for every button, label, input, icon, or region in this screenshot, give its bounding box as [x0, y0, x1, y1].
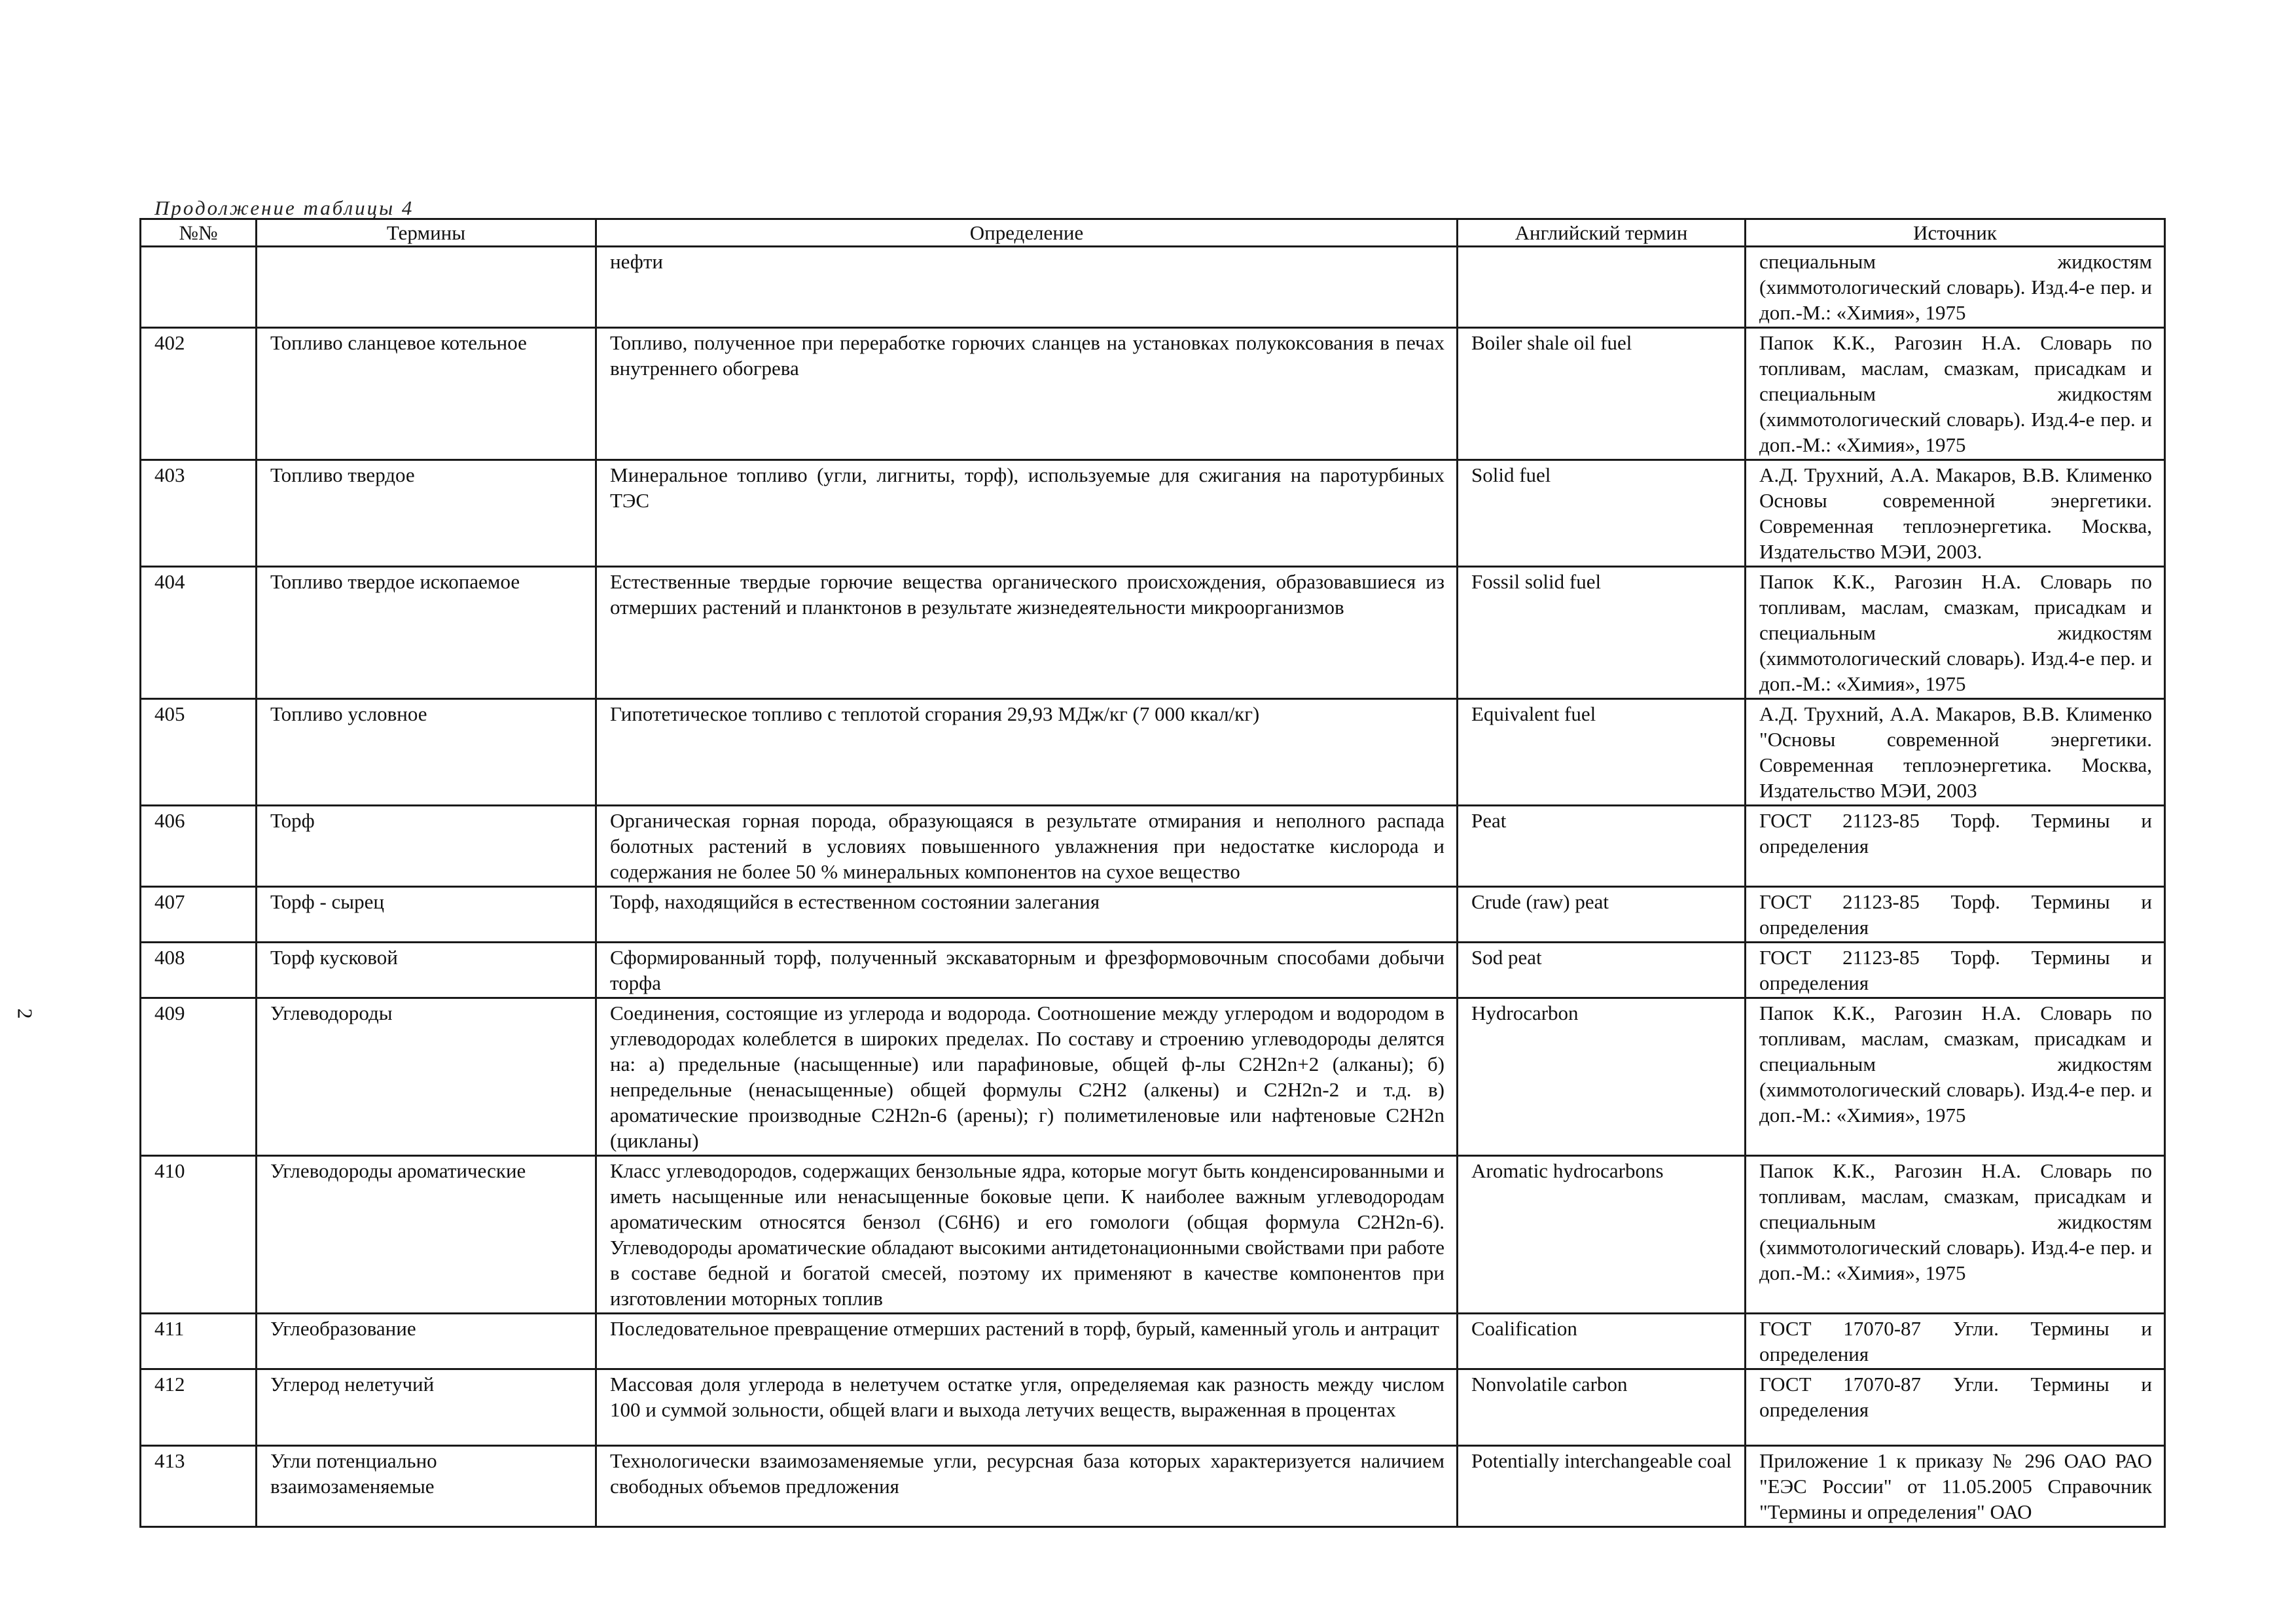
row-term: Топливо твердое ископаемое [257, 567, 596, 699]
row-definition: Органическая горная порода, образующаяся в результате отмирания и неполного распада болотных растений в условиях повышенного увлажнения при недостатке кислорода и содержания не более 50 % минеральных компонентов на сухое вещество [596, 806, 1458, 887]
row-definition: Гипотетическое топливо с теплотой сгорания 29,93 МДж/кг (7 000 ккал/кг) [596, 699, 1458, 806]
row-english-term: Equivalent fuel [1458, 699, 1746, 806]
row-source: Папок К.К., Рагозин Н.А. Словарь по топливам, маслам, смазкам, присадкам и специальным жидкостям (химмотологический словарь). Изд.4-е пер. и доп.-М.: «Химия», 1975 [1746, 328, 2165, 460]
row-number: 403 [141, 460, 257, 567]
row-definition: Массовая доля углерода в нелетучем остатке угля, определяемая как разность между числом 100 и суммой зольности, общей влаги и выхода летучих веществ, выраженная в процентах [596, 1369, 1458, 1446]
table-row [141, 887, 2165, 943]
row-english-term: Crude (raw) peat [1458, 887, 1746, 943]
row-source: ГОСТ 21123-85 Торф. Термины и определения [1746, 806, 2165, 887]
row-term: Углеводороды [257, 998, 596, 1156]
row-english-term: Hydrocarbon [1458, 998, 1746, 1156]
row-number: 404 [141, 567, 257, 699]
table-row [141, 247, 2165, 328]
row-number: 411 [141, 1314, 257, 1369]
row-number: 412 [141, 1369, 257, 1446]
row-definition: Торф, находящийся в естественном состоянии залегания [596, 887, 1458, 943]
table-row [141, 1369, 2165, 1446]
row-source: Папок К.К., Рагозин Н.А. Словарь по топливам, маслам, смазкам, присадкам и специальным жидкостям (химмотологический словарь). Изд.4-е пер. и доп.-М.: «Химия», 1975 [1746, 1156, 2165, 1314]
row-definition: Последовательное превращение отмерших растений в торф, бурый, каменный уголь и антрацит [596, 1314, 1458, 1369]
header-number: №№ [141, 219, 257, 247]
row-definition: Минеральное топливо (угли, лигниты, торф), используемые для сжигания на паротурбиных ТЭС [596, 460, 1458, 567]
row-definition: Соединения, состоящие из углерода и водорода. Соотношение между углеродом и водородом в углеводородах колеблется в широких пределах. По составу и строению углеводороды делятся на: а) предельные (насыщенные) или парафиновые, общей ф-лы C2H2n+2 (алканы); б) непредельные (ненасыщенные) общей формулы C2H2 (алкены) и C2H2n-2 и т.д. в) ароматические производные C2H2n-6 (арены); г) полиметиленовые или нафтеновые C2H2n (цикланы) [596, 998, 1458, 1156]
row-term: Углеводороды ароматические [257, 1156, 596, 1314]
row-source: ГОСТ 17070-87 Угли. Термины и определения [1746, 1369, 2165, 1446]
header-terms: Термины [257, 219, 596, 247]
row-english-term: Solid fuel [1458, 460, 1746, 567]
table-row [141, 998, 2165, 1156]
row-term: Угли потенциально взаимозаменяемые [257, 1446, 596, 1527]
row-number: 410 [141, 1156, 257, 1314]
header-source: Источник [1746, 219, 2165, 247]
table-row [141, 328, 2165, 460]
row-source: Приложение 1 к приказу № 296 ОАО РАО "ЕЭС России" от 11.05.2005 Справочник "Термины и определения" ОАО [1746, 1446, 2165, 1527]
page-number: 2 [13, 1008, 37, 1019]
row-number: 406 [141, 806, 257, 887]
row-term: Углерод нелетучий [257, 1369, 596, 1446]
row-english-term: Sod peat [1458, 943, 1746, 998]
header-english-term: Английский термин [1458, 219, 1746, 247]
row-number: 409 [141, 998, 257, 1156]
row-definition: нефти [596, 247, 1458, 328]
row-source: Папок К.К., Рагозин Н.А. Словарь по топливам, маслам, смазкам, присадкам и специальным жидкостям (химмотологический словарь). Изд.4-е пер. и доп.-М.: «Химия», 1975 [1746, 567, 2165, 699]
row-number: 408 [141, 943, 257, 998]
row-term: Торф кусковой [257, 943, 596, 998]
row-english-term [1458, 247, 1746, 328]
row-definition: Топливо, полученное при переработке горючих сланцев на установках полукоксования в печах внутреннего обогрева [596, 328, 1458, 460]
table-row [141, 943, 2165, 998]
table-row [141, 806, 2165, 887]
row-term: Углеобразование [257, 1314, 596, 1369]
row-english-term: Fossil solid fuel [1458, 567, 1746, 699]
row-source: специальным жидкостям (химмотологический словарь). Изд.4-е пер. и доп.-М.: «Химия», 1975 [1746, 247, 2165, 328]
row-definition: Естественные твердые горючие вещества органического происхождения, образовавшиеся из отмерших растений и планктонов в результате жизнедеятельности микроорганизмов [596, 567, 1458, 699]
row-source: ГОСТ 21123-85 Торф. Термины и определения [1746, 887, 2165, 943]
row-definition: Класс углеводородов, содержащих бензольные ядра, которые могут быть конденсированными и иметь насыщенные или ненасыщенные боковые цепи. К наиболее важным углеводородам ароматическим относятся бензол (C6H6) и его гомологи (общая формула C2H2n-6). Углеводороды ароматические обладают высокими антидетонационными свойствами при работе в составе бедной и богатой смесей, поэтому их применяют в качестве компонентов при изготовлении моторных топлив [596, 1156, 1458, 1314]
row-english-term: Nonvolatile carbon [1458, 1369, 1746, 1446]
table-row [141, 567, 2165, 699]
row-term: Торф - сырец [257, 887, 596, 943]
row-number: 407 [141, 887, 257, 943]
terms-table [139, 218, 2166, 1528]
table-row [141, 1156, 2165, 1314]
table-header-row [141, 219, 2165, 247]
row-definition: Технологически взаимозаменяемые угли, ресурсная база которых характеризуется наличием свободных объемов предложения [596, 1446, 1458, 1527]
row-source: А.Д. Трухний, А.А. Макаров, В.В. Клименко Основы современной энергетики. Современная теплоэнергетика. Москва, Издательство МЭИ, 2003. [1746, 460, 2165, 567]
row-english-term: Peat [1458, 806, 1746, 887]
row-source: А.Д. Трухний, А.А. Макаров, В.В. Клименко "Основы современной энергетики. Современная теплоэнергетика. Москва, Издательство МЭИ, 2003 [1746, 699, 2165, 806]
row-english-term: Boiler shale oil fuel [1458, 328, 1746, 460]
table-row [141, 1446, 2165, 1527]
row-term: Топливо твердое [257, 460, 596, 567]
row-term: Топливо условное [257, 699, 596, 806]
row-number: 402 [141, 328, 257, 460]
row-source: Папок К.К., Рагозин Н.А. Словарь по топливам, маслам, смазкам, присадкам и специальным жидкостям (химмотологический словарь). Изд.4-е пер. и доп.-М.: «Химия», 1975 [1746, 998, 2165, 1156]
row-definition: Сформированный торф, полученный экскаваторным и фрезформовочным способами добычи торфа [596, 943, 1458, 998]
row-english-term: Potentially interchangeable coal [1458, 1446, 1746, 1527]
table-caption: Продолжение таблицы 4 [154, 196, 414, 219]
row-term [257, 247, 596, 328]
row-english-term: Aromatic hydrocarbons [1458, 1156, 1746, 1314]
table-row [141, 460, 2165, 567]
row-term: Топливо сланцевое котельное [257, 328, 596, 460]
row-number: 413 [141, 1446, 257, 1527]
row-term: Торф [257, 806, 596, 887]
row-number [141, 247, 257, 328]
header-definition: Определение [596, 219, 1458, 247]
table-row [141, 1314, 2165, 1369]
row-source: ГОСТ 17070-87 Угли. Термины и определения [1746, 1314, 2165, 1369]
row-english-term: Coalification [1458, 1314, 1746, 1369]
row-number: 405 [141, 699, 257, 806]
table-row [141, 699, 2165, 806]
row-source: ГОСТ 21123-85 Торф. Термины и определения [1746, 943, 2165, 998]
